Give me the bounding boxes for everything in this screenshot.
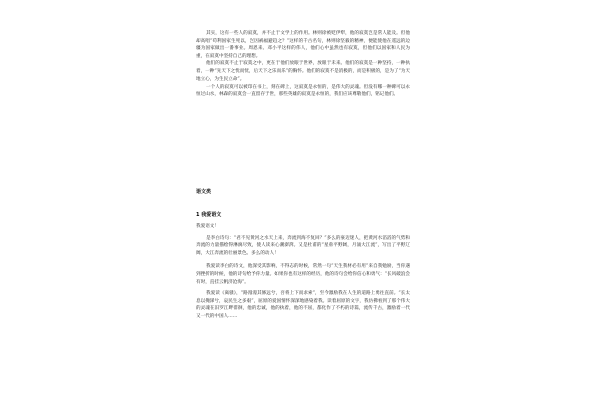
paragraph: 我爱读《离骚》，“路漫漫其修远兮，吾将上下而求索”，至今激励我在人生的道路上勇往直前。“长太息以掩涕兮，哀民生之多艰”，屈原的爱国情怀深深地感染着我。读着屈原的文字，我仿佛看到了那个伟大的灵魂在汨罗江畔徘徊，他的忠诚，他的执着，他的不屈，都化作了不朽的诗篇，流传千古，激励着一代又一代的中国人……	[196, 291, 410, 319]
section-heading: 语文类	[196, 189, 212, 195]
upper-text-block	[196, 30, 410, 99]
paragraph: 我爱读李白的诗文，他深受其影响，不得志的时候，常然一句“天生我材必有用”来自我勉励，当你遇到挫折的时候，他的诗句给予你力量。如果你也有这样的经历，他的诗句会给你信心和勇气：“长风破浪会有时，直挂云帆济沧海”。	[196, 264, 410, 285]
paragraph: 他们的寂寞不止于寂寞之中，更在于他们放眼于世界，放眼于未来。他们的寂寞是一种坚持，一种执着，一种“先天下之忧而忧，后天下之乐而乐”的胸怀。他们的寂寞不是消极的，而是积极的，是为了“为天地立心，为生民立命”。	[196, 61, 410, 82]
document-page	[196, 30, 410, 319]
lower-text-block	[196, 223, 410, 321]
paragraph: 是李白诗句：“君不见黄河之水天上来，奔流到海不复回？”多么的豪迈迷人，把黄河水滔滔的气势和奔流的力量描绘得淋漓尽致，使人读来心潮澎湃。又是杜甫的“星垂平野阔，月涌大江流”，写出了平野辽阔，大江奔流的壮丽景色。多么的动人！	[196, 235, 410, 256]
paragraph: 一个人的寂寞可以被印在书上，刻在碑上，这寂寞是永恒的，是伟大的灵魂。但没有哪一种碑可以永恒过山水，林森的寂寞会一直留存于世，那些英雄的寂寞是永恒的，我们应该尊敬他们，铭记他们。	[196, 84, 410, 98]
opening-line: 我爱语文！	[196, 224, 219, 229]
subsection-heading: 1 我爱语文	[196, 212, 222, 218]
paragraph: 其实，这有一些人的寂寞，并不止于文学上的作用。林则徐被贬伊犁，他的寂寞岂是常人能及。但他却高唱“苟利国家生死以，岂因祸福避趋之？”这样的千古名句，林则徐坚毅的精神，便能使他在遥远的边疆为国家做出一番事业。周恩来、邓小平这样的伟人，他们心中虽然也有寂寞，但他们以国家和人民为重，在寂寞中坚持自己的理想。	[196, 31, 410, 59]
